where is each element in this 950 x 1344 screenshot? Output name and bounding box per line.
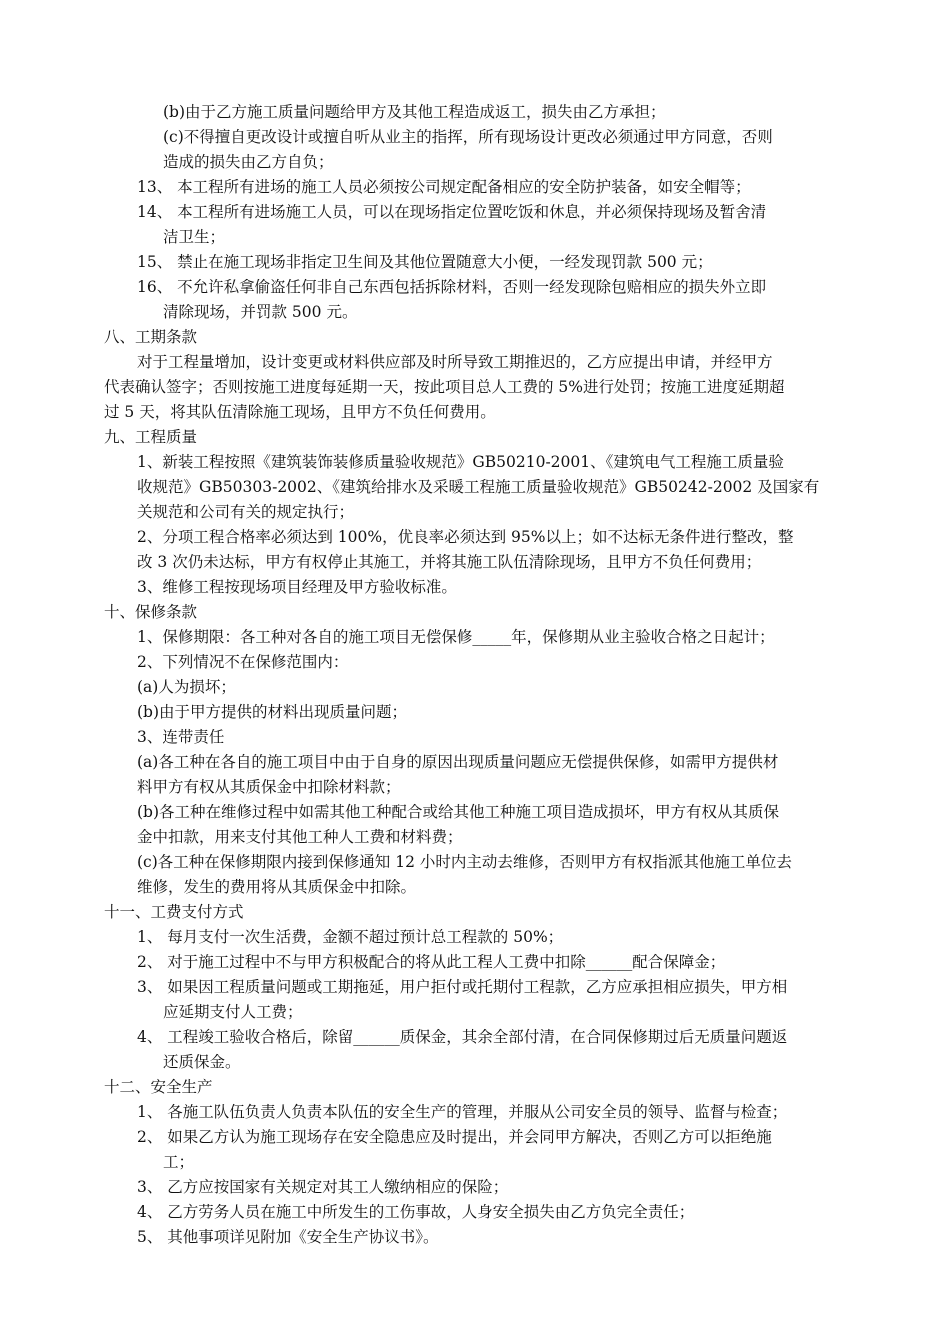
text-line: 3、 如果因工程质量问题或工期拖延，用户拒付或托期付工程款，乙方应承担相应损失，甲方相 [137,978,788,996]
text-line: (c)各工种在保修期限内接到保修通知 12 小时内主动去维修，否则甲方有权指派其他施工单位去 [137,853,792,871]
text-line: (b)由于乙方施工质量问题给甲方及其他工程造成返工，损失由乙方承担； [163,103,666,121]
text-line: 13、 本工程所有进场的施工人员必须按公司规定配备相应的安全防护装备，如安全帽等； [137,178,751,196]
text-line: 14、 本工程所有进场施工人员，可以在现场指定位置吃饭和休息，并必须保持现场及暂舍清 [137,203,767,221]
section-heading: 八、工期条款 [104,328,198,346]
text-line: 1、保修期限：各工种对各自的施工项目无偿保修_____年，保修期从业主验收合格之日起计； [137,628,775,646]
text-line: 金中扣款，用来支付其他工种人工费和材料费； [137,828,463,846]
text-line: 5、 其他事项详见附加《安全生产协议书》。 [137,1228,439,1246]
text-line: 16、 不允许私拿偷盗任何非自己东西包括拆除材料，否则一经发现除包赔相应的损失外立即 [137,278,767,296]
text-line: 关规范和公司有关的规定执行； [137,503,355,521]
text-line: 2、分项工程合格率必须达到 100%，优良率必须达到 95%以上；如不达标无条件进行整改，整 [137,528,794,546]
text-line: 2、 如果乙方认为施工现场存在安全隐患应及时提出，并会同甲方解决，否则乙方可以拒绝施 [137,1128,772,1146]
text-line: 清除现场，并罚款 500 元。 [163,303,358,321]
text-line: 3、连带责任 [137,728,225,746]
text-line: 4、 乙方劳务人员在施工中所发生的工伤事故，人身安全损失由乙方负完全责任； [137,1203,695,1221]
text-line: 造成的损失由乙方自负； [163,153,334,171]
text-line: 收规范》GB50303-2002、《建筑给排水及采暖工程施工质量验收规范》GB50242-2002 及国家有 [137,478,820,496]
text-line: 2、 对于施工过程中不与甲方积极配合的将从此工程人工费中扣除______配合保障金； [137,953,726,971]
text-line: 工； [163,1153,195,1171]
text-line: 3、 乙方应按国家有关规定对其工人缴纳相应的保险； [137,1178,509,1196]
text-line: 料甲方有权从其质保金中扣除材料款； [137,778,401,796]
text-line: (a)人为损坏； [137,678,236,696]
text-line: 还质保金。 [163,1053,241,1071]
text-line: 维修，发生的费用将从其质保金中扣除。 [137,878,417,896]
text-line: 1、新装工程按照《建筑装饰装修质量验收规范》GB50210-2001、《建筑电气工程施工质量验 [137,453,784,471]
text-line: 过 5 天，将其队伍清除施工现场，且甲方不负任何费用。 [104,403,496,421]
section-heading: 十、保修条款 [104,603,198,621]
text-line: 对于工程量增加，设计变更或材料供应部及时所导致工期推迟的，乙方应提出申请，并经甲方 [137,353,773,371]
text-line: 15、 禁止在施工现场非指定卫生间及其他位置随意大小便，一经发现罚款 500 元； [137,253,713,271]
text-line: 2、下列情况不在保修范围内： [137,653,349,671]
text-line: 改 3 次仍未达标，甲方有权停止其施工，并将其施工队伍清除现场，且甲方不负任何费用； [137,553,762,571]
text-line: (a)各工种在各自的施工项目中由于自身的原因出现质量问题应无偿提供保修，如需甲方提供材 [137,753,779,771]
text-line: (b)由于甲方提供的材料出现质量问题； [137,703,408,721]
text-line: (b)各工种在维修过程中如需其他工种配合或给其他工种施工项目造成损坏，甲方有权从其质保 [137,803,780,821]
text-line: 洁卫生； [163,228,226,246]
text-line: 代表确认签字；否则按施工进度每延期一天，按此项目总人工费的 5%进行处罚；按施工进度延期超 [104,378,785,396]
text-line: 1、 各施工队伍负责人负责本队伍的安全生产的管理，并服从公司安全员的领导、监督与检查； [137,1103,788,1121]
text-line: 应延期支付人工费； [163,1003,303,1021]
section-heading: 十一、工费支付方式 [104,903,244,921]
text-line: 4、 工程竣工验收合格后，除留______质保金，其余全部付清，在合同保修期过后无质量问题返 [137,1028,788,1046]
text-line: 3、维修工程按现场项目经理及甲方验收标准。 [137,578,457,596]
section-heading: 九、工程质量 [104,428,198,446]
text-line: 1、 每月支付一次生活费，金额不超过预计总工程款的 50%； [137,928,564,946]
text-line: (c)不得擅自更改设计或擅自听从业主的指挥，所有现场设计更改必须通过甲方同意，否则 [163,128,773,146]
section-heading: 十二、安全生产 [104,1078,213,1096]
